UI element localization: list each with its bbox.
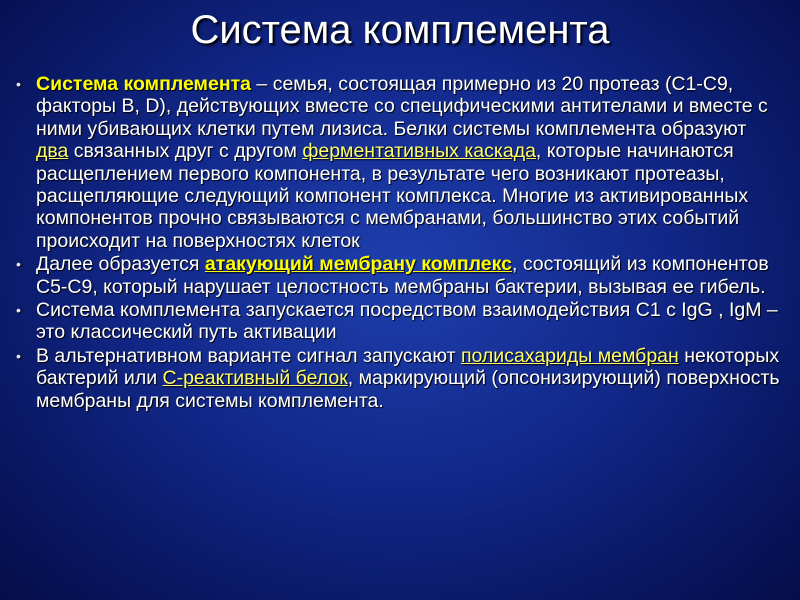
bullet-text: Далее образуется xyxy=(36,253,205,276)
bullet-item-2 xyxy=(14,253,784,298)
bullet-item-1 xyxy=(14,73,784,252)
bullet-text: , которые начинаются расщеплением первого компонента, в результате чего возникают протеазы, расщепляющие следующий компонент комплекса. Многие из активированных компонентов прочно связываются с мембранами, большинство этих событий происходит на поверхностях клеток xyxy=(36,140,749,252)
bullet-text: , состоящий из компонентов С5-С9, который нарушает целостность мембраны бактерии, вызывая ее гибель. xyxy=(36,253,769,298)
bullet-text: , маркирующий (опсонизирующий) поверхность мембраны для системы комплемента. xyxy=(36,367,780,412)
bullet-text: некоторых бактерий или xyxy=(36,344,780,390)
link-dva[interactable]: два xyxy=(36,140,69,163)
link-membrane-polysaccharides[interactable]: полисахариды мембран xyxy=(460,344,679,367)
bullet-text: – семья, состоящая примерно из 20 протеаз (С1-С9, факторы В, D), действующих вместе со специфическими антителами и вместе с ними убивающих клетки путем лизиса. Белки системы комплемента образуют xyxy=(36,73,768,140)
bullet-text: В альтернативном варианте сигнал запускают xyxy=(36,344,461,367)
bullet-dot-icon: • xyxy=(16,256,21,273)
bullet-dot-icon: • xyxy=(16,76,21,92)
bullet-item-3 xyxy=(14,299,784,344)
slide-title: Система комплемента xyxy=(190,8,610,52)
link-c-reactive-protein[interactable]: С-реактивный белок xyxy=(162,367,348,390)
bullet-list xyxy=(14,73,784,413)
bullet-item-4 xyxy=(14,345,784,412)
link-enzymatic-cascade[interactable]: ферментативных каскада xyxy=(302,140,536,163)
bullet-dot-icon: • xyxy=(16,347,21,364)
link-membrane-attack-complex[interactable]: атакующий мембрану комплекс xyxy=(204,253,512,276)
bullet-dot-icon: • xyxy=(16,302,21,319)
bullet-text: связанных друг с другом xyxy=(68,140,303,163)
term-highlight: Система комплемента xyxy=(36,73,252,95)
bullet-text: Система комплемента запускается посредством взаимодействия С1 с IgG , IgM – это классический путь активации xyxy=(36,299,778,344)
